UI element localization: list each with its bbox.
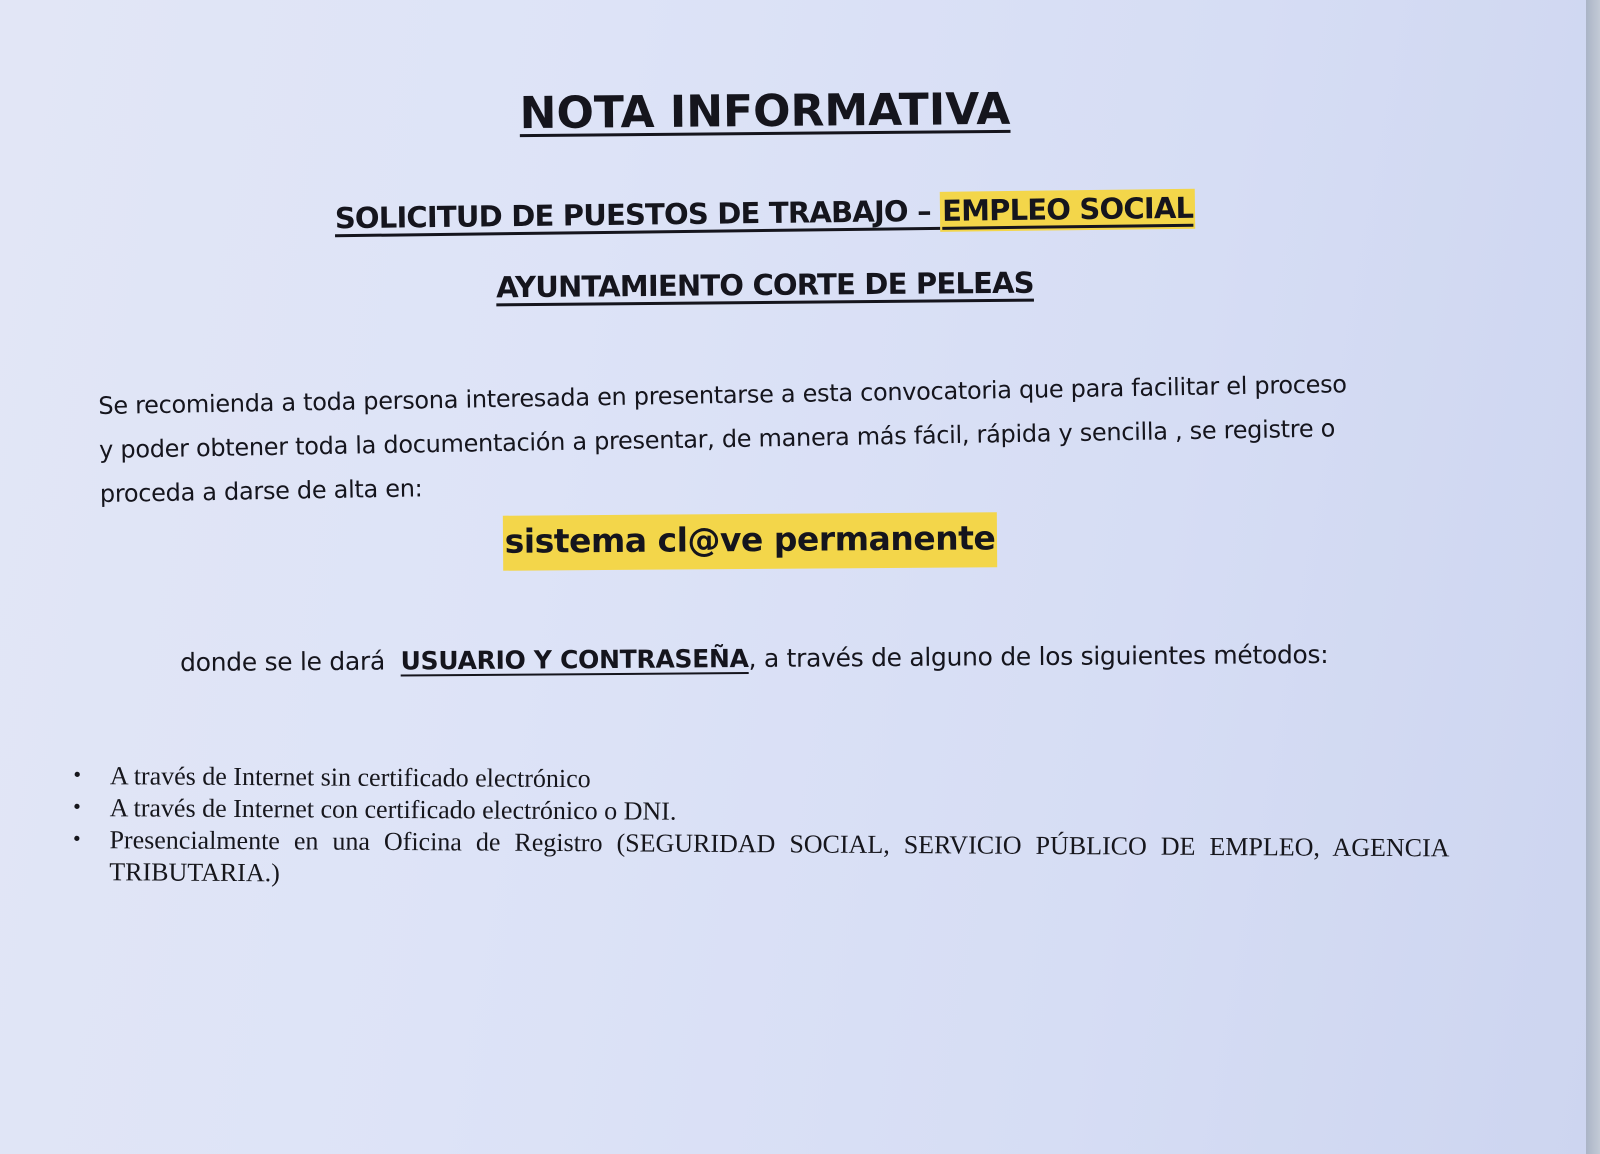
table-surface-edge: [1586, 0, 1600, 1154]
method-text: A través de Internet sin certificado electrónico: [109, 761, 591, 794]
credentials-sentence: [180, 639, 1480, 677]
subtitle-prefix: SOLICITUD DE PUESTOS DE TRABAJO –: [334, 193, 941, 236]
system-name-highlight: sistema cl@ve permanente: [503, 512, 998, 570]
bullet-icon: •: [71, 828, 83, 851]
where-prefix: donde se le dará: [180, 646, 386, 677]
method-text: A través de Internet con certificado electrónico o DNI.: [109, 793, 677, 826]
council-name: [0, 261, 1530, 308]
notice-title-text: NOTA INFORMATIVA: [519, 83, 1011, 140]
method-text: Presencialmente en una Oficina de Registro (SEGURIDAD SOCIAL, SERVICIO PÚBLICO DE EMPLEO, AGENCIA TRIBUTARIA.): [109, 825, 1450, 888]
body-line: proceda a darse de alta en:: [99, 474, 423, 508]
council-name-text: AYUNTAMIENTO CORTE DE PELEAS: [496, 265, 1034, 305]
body-line: y poder obtener toda la documentación a presentar, de manera más fácil, rápida y sencilla , se registre o: [98, 414, 1336, 464]
subtitle-highlight: EMPLEO SOCIAL: [940, 189, 1196, 232]
notice-body: [98, 361, 1440, 516]
body-line: Se recomienda a toda persona interesada en presentarse a esta convocatoria que para facilitar el proceso: [98, 370, 1347, 420]
notice-subtitle: [0, 187, 1530, 240]
bullet-icon: •: [71, 764, 83, 787]
bullet-icon: •: [71, 796, 83, 819]
list-item: [71, 824, 1451, 896]
methods-list: [71, 760, 1452, 896]
where-suffix: , a través de alguno de los siguientes métodos:: [748, 639, 1329, 674]
credentials-emphasis: USUARIO Y CONTRASEÑA: [400, 644, 749, 676]
system-name: [0, 515, 1500, 564]
notice-title: [0, 79, 1530, 143]
